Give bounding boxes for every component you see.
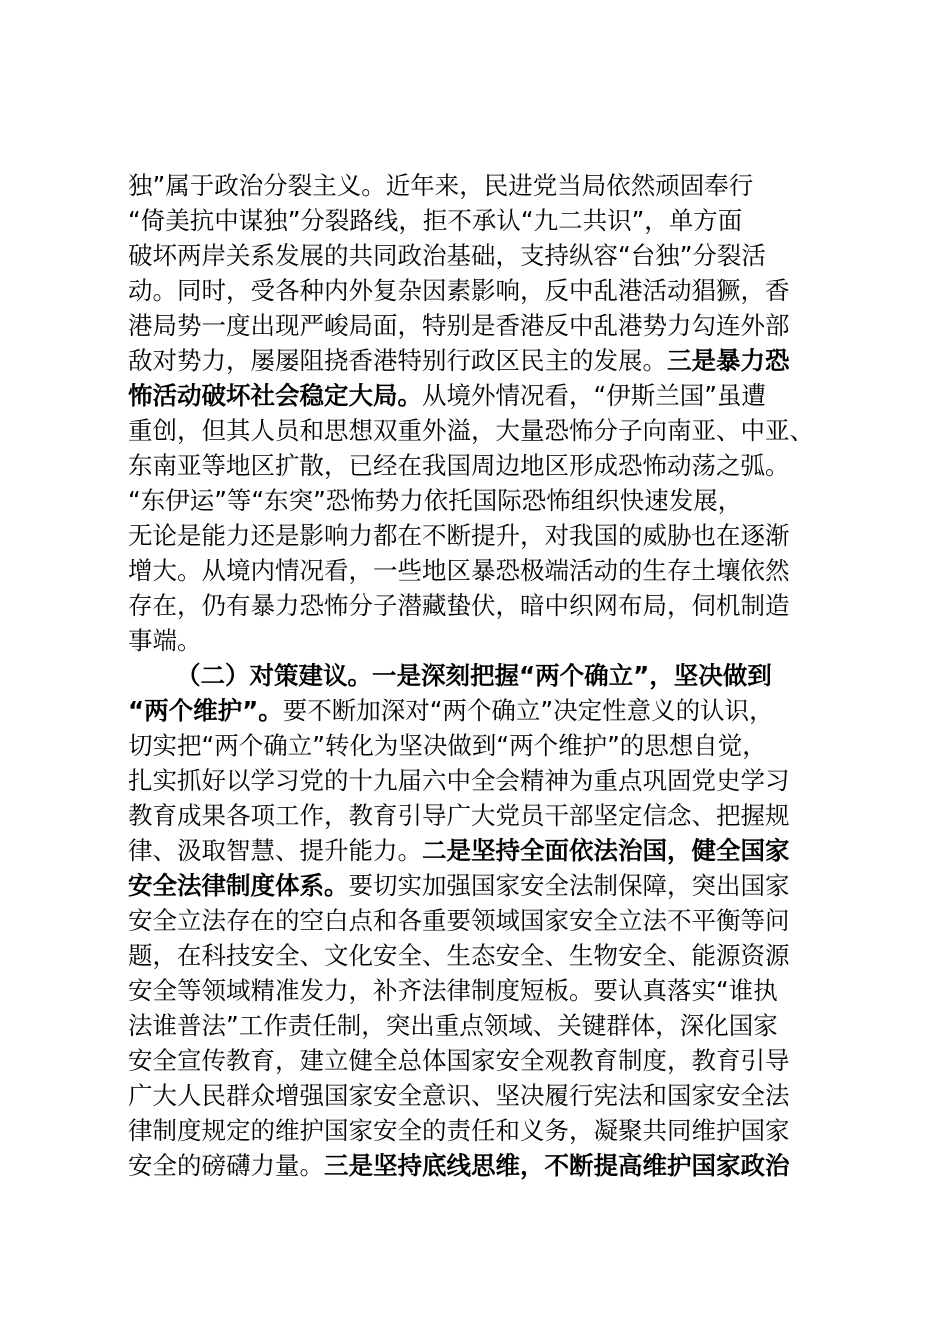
text-segment: 存在，仍有暴力恐怖分子潜藏蛰伏，暗中织网布局，伺机制造 xyxy=(128,591,790,620)
body-text xyxy=(128,168,838,1183)
text-line xyxy=(128,833,838,868)
text-segment: “东伊运”等“东突”恐怖势力依托国际恐怖组织快速发展， xyxy=(128,486,743,515)
text-segment: 教育成果各项工作，教育引导广大党员干部坚定信念、把握规 xyxy=(128,801,790,830)
text-line xyxy=(128,693,838,728)
text-line xyxy=(128,553,838,588)
text-segment: 切实把“两个确立”转化为坚决做到“两个维护”的思想自觉， xyxy=(128,731,767,760)
text-segment: 破坏两岸关系发展的共同政治基础，支持纵容“台独”分裂活 xyxy=(128,241,766,270)
text-line xyxy=(128,343,838,378)
text-line xyxy=(128,1113,838,1148)
text-line xyxy=(128,1078,838,1113)
text-line xyxy=(128,308,838,343)
text-segment: 动。同时，受各种内外复杂因素影响，反中乱港活动猖獗，香 xyxy=(128,276,790,305)
text-segment: 从境外情况看，“伊斯兰国”虽遭 xyxy=(422,381,766,410)
text-line xyxy=(128,273,838,308)
text-line xyxy=(128,903,838,938)
text-line xyxy=(128,868,838,903)
bold-text-segment: 二是坚持全面依法治国，健全国家 xyxy=(422,836,790,865)
bold-text-segment: 怖活动破坏社会稳定大局。 xyxy=(128,381,422,410)
text-segment: “倚美抗中谋独”分裂路线，拒不承认“九二共识”，单方面 xyxy=(128,206,743,235)
text-line xyxy=(128,658,838,693)
text-segment: 港局势一度出现严峻局面，特别是香港反中乱港势力勾连外部 xyxy=(128,311,790,340)
text-line xyxy=(128,483,838,518)
text-line xyxy=(128,728,838,763)
text-line xyxy=(128,1008,838,1043)
text-segment: 律、汲取智慧、提升能力。 xyxy=(128,836,422,865)
bold-text-segment: （二）对策建议。一是深刻把握“两个确立”，坚决做到 xyxy=(176,661,772,690)
text-segment: 要切实加强国家安全法制保障，突出国家 xyxy=(348,871,790,900)
bold-text-segment: 三是坚持底线思维，不断提高维护国家政治 xyxy=(324,1151,790,1180)
text-segment: 法谁普法”工作责任制，突出重点领域、关键群体，深化国家 xyxy=(128,1011,778,1040)
text-segment: 增大。从境内情况看，一些地区暴恐极端活动的生存土壤依然 xyxy=(128,556,790,585)
text-segment: 安全的磅礴力量。 xyxy=(128,1151,324,1180)
text-segment: 重创，但其人员和思想双重外溢，大量恐怖分子向南亚、中亚、 xyxy=(128,416,814,445)
text-line xyxy=(128,588,838,623)
bold-text-segment: 安全法律制度体系。 xyxy=(128,871,349,900)
text-line xyxy=(128,763,838,798)
text-segment: 安全等领域精准发力，补齐法律制度短板。要认真落实“谁执 xyxy=(128,976,778,1005)
text-line xyxy=(128,623,838,658)
text-segment: 东南亚等地区扩散，已经在我国周边地区形成恐怖动荡之弧。 xyxy=(128,451,790,480)
text-line xyxy=(128,973,838,1008)
text-segment: 律制度规定的维护国家安全的责任和义务，凝聚共同维护国家 xyxy=(128,1116,790,1145)
text-line xyxy=(128,448,838,483)
text-segment: 独”属于政治分裂主义。近年来，民进党当局依然顽固奉行 xyxy=(128,171,754,200)
text-line xyxy=(128,238,838,273)
text-line xyxy=(128,1043,838,1078)
text-line xyxy=(128,168,838,203)
text-segment: 题，在科技安全、文化安全、生态安全、生物安全、能源资源 xyxy=(128,941,790,970)
text-segment: 无论是能力还是影响力都在不断提升，对我国的威胁也在逐渐 xyxy=(128,521,790,550)
bold-text-segment: “两个维护”。 xyxy=(128,696,283,725)
text-segment: 事端。 xyxy=(128,626,202,655)
text-line xyxy=(128,378,838,413)
bold-text-segment: 三是暴力恐 xyxy=(667,346,790,375)
text-segment: 敌对势力，屡屡阻挠香港特别行政区民主的发展。 xyxy=(128,346,667,375)
text-line xyxy=(128,798,838,833)
text-line xyxy=(128,1148,838,1183)
text-line xyxy=(128,413,838,448)
text-segment: 广大人民群众增强国家安全意识、坚决履行宪法和国家安全法 xyxy=(128,1081,790,1110)
text-segment: 要不断加深对“两个确立”决定性意义的认识， xyxy=(282,696,774,725)
text-segment: 安全宣传教育，建立健全总体国家安全观教育制度，教育引导 xyxy=(128,1046,790,1075)
text-segment: 扎实抓好以学习党的十九届六中全会精神为重点巩固党史学习 xyxy=(128,766,790,795)
text-line xyxy=(128,203,838,238)
text-segment: 安全立法存在的空白点和各重要领域国家安全立法不平衡等问 xyxy=(128,906,790,935)
text-line xyxy=(128,518,838,553)
text-line xyxy=(128,938,838,973)
